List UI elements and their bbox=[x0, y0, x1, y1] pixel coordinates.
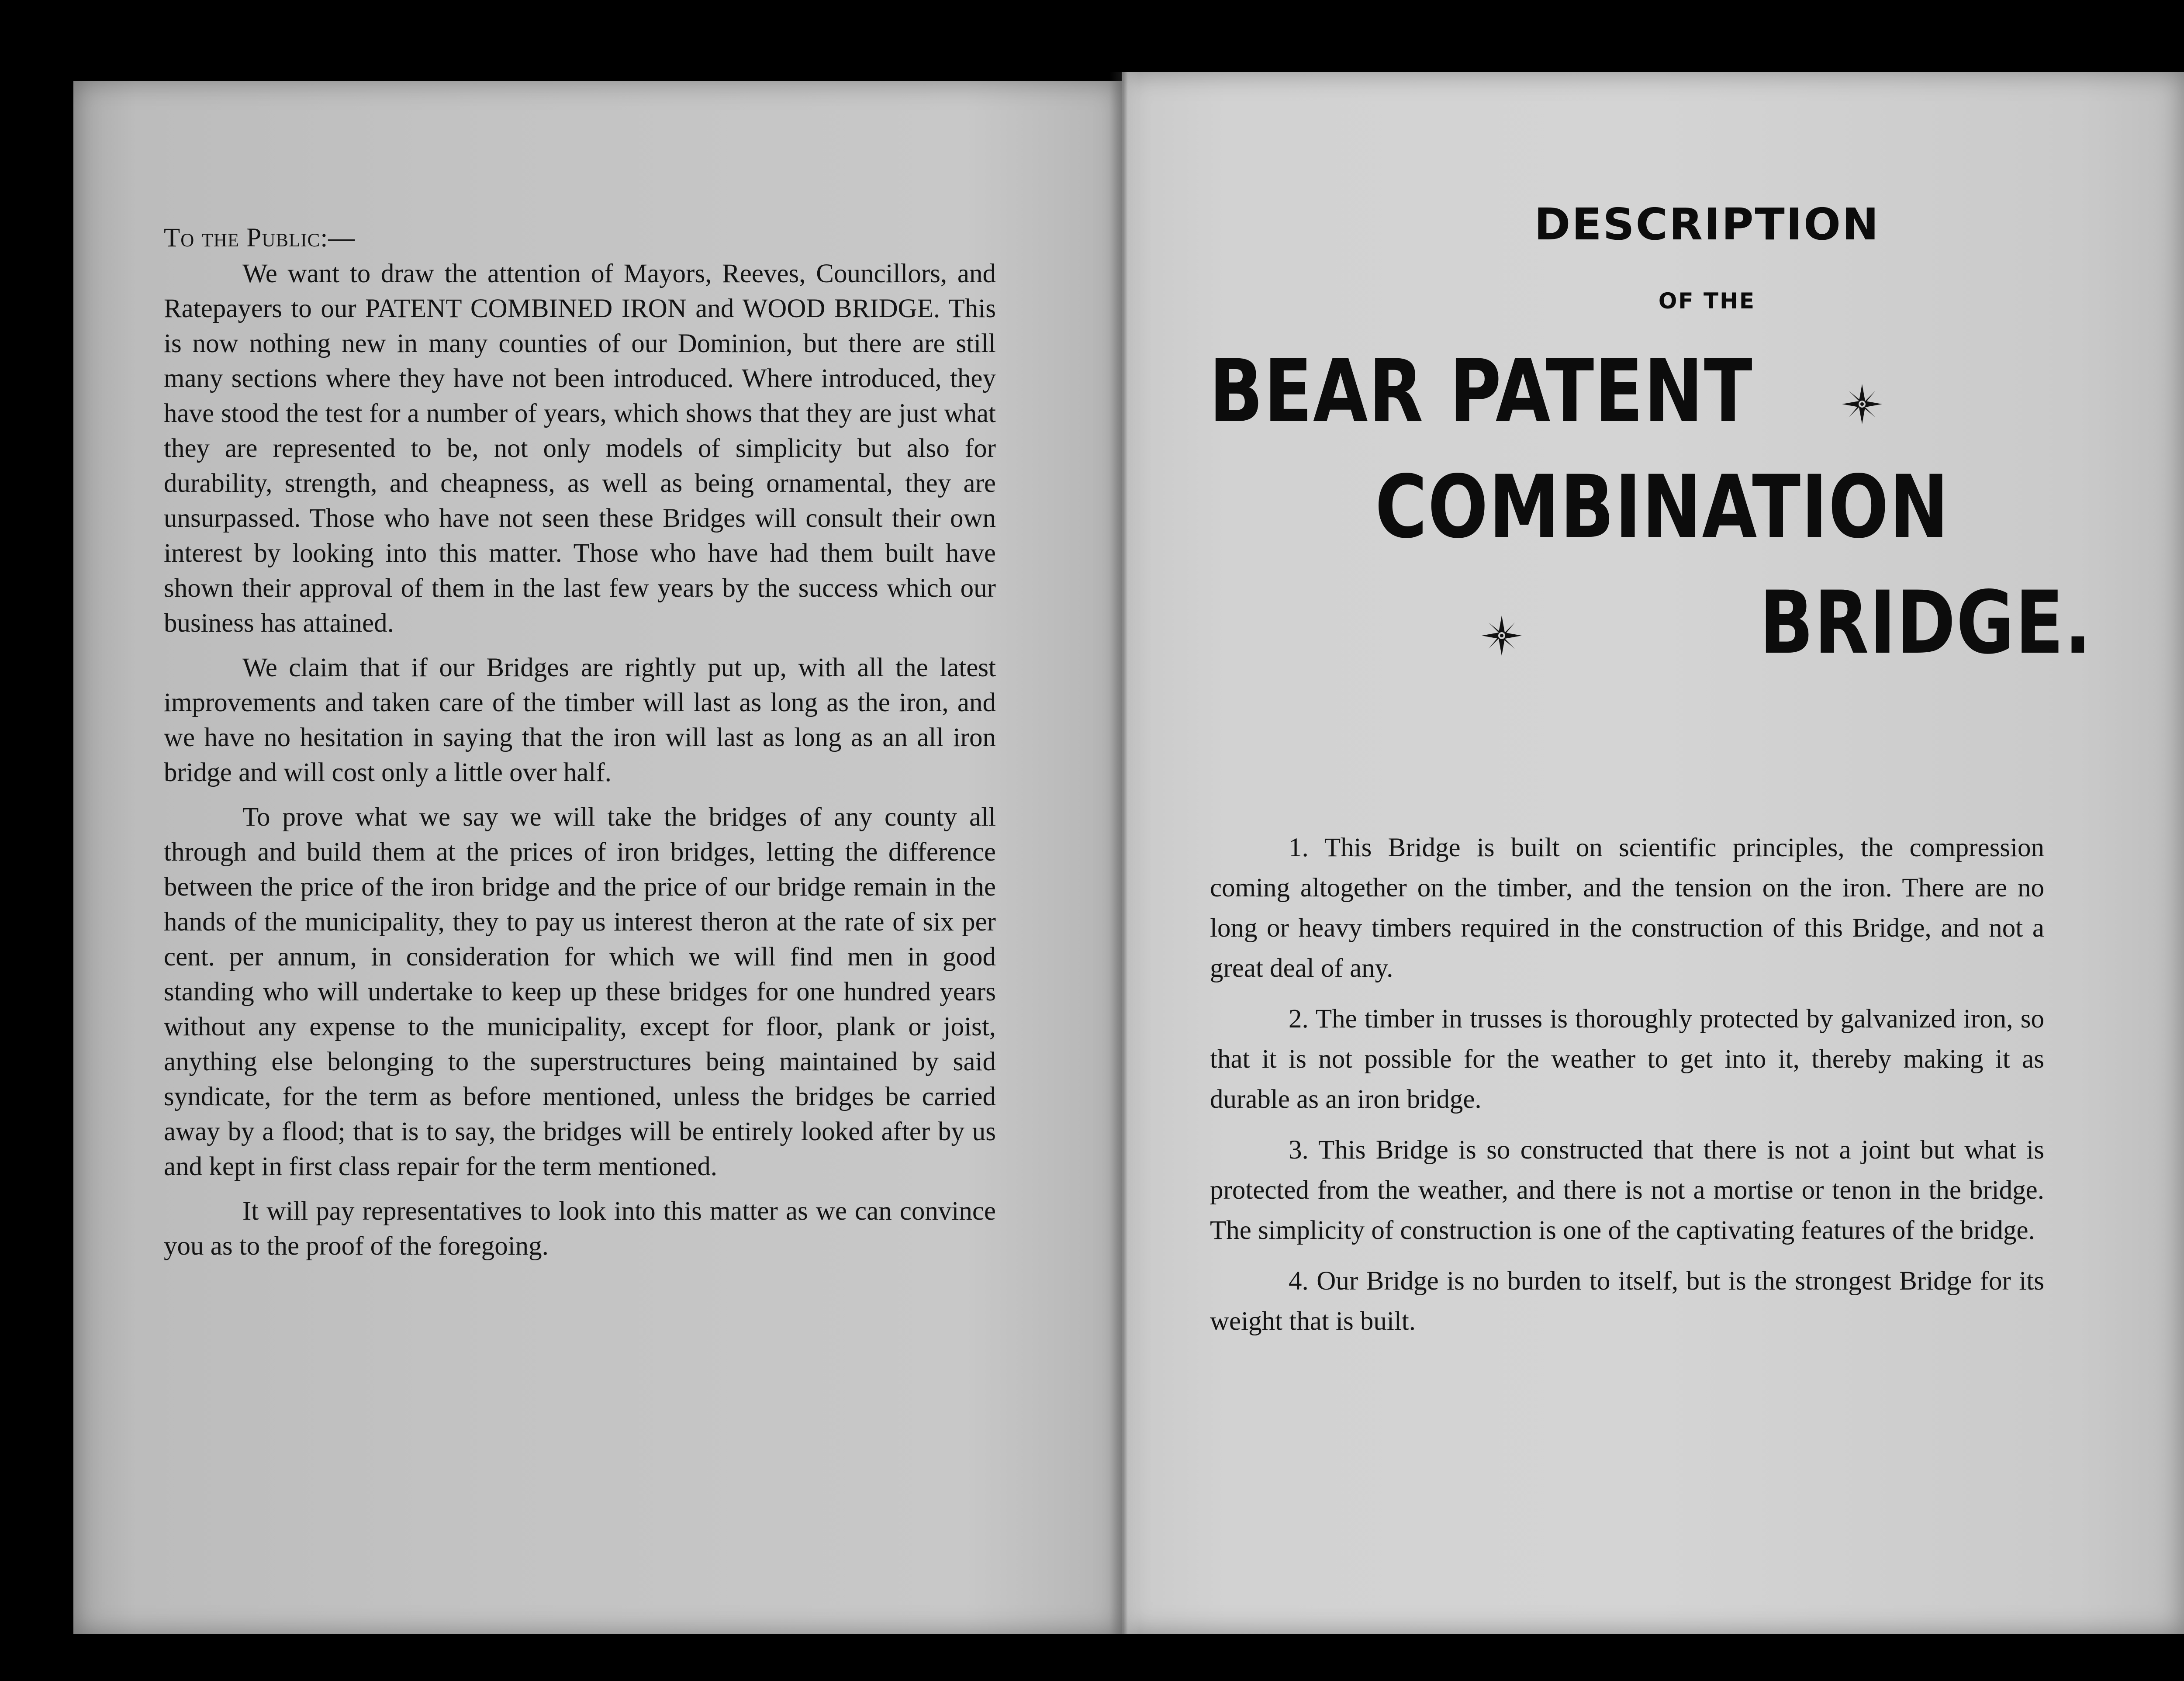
title-line-bridge: BRIDGE. bbox=[1759, 572, 2092, 673]
right-page-text bbox=[1210, 828, 2044, 1352]
title-line-combination: COMBINATION bbox=[1375, 457, 1949, 557]
list-item: 2. The timber in trusses is thoroughly protected by galvanized iron, so that it is not possible for the weather to get into it, thereby making it as durable as an iron bridge. bbox=[1210, 1004, 2044, 1114]
eight-point-star-icon bbox=[1480, 614, 1524, 657]
eight-point-star-icon bbox=[1840, 382, 1884, 426]
right-page bbox=[1122, 72, 2184, 1634]
left-page-text bbox=[164, 221, 996, 1273]
salutation: To the Public:— bbox=[164, 223, 356, 252]
paragraph-intro: We want to draw the attention of Mayors, Reeves, Councillors, and Ratepayers to our PATENT COMBINED IRON and WOOD BRIDGE. This is now nothing new in many counties of our Dominion, but there are still many sections where they have not been introduced. Where introduced, they have stood the test for a number of years, which shows that they are just what they are represented to be, not only models of simplicity but also for durability, strength, and cheapness, as well as being ornamental, they are unsurpassed. Those who have not seen these Bridges will consult their own interest by looking into this matter. Those who have had them built have shown their approval of them in the last few years by the success which our business has attained. bbox=[164, 259, 996, 638]
paragraph-claim: We claim that if our Bridges are rightly put up, with all the latest improvements and taken care of the timber will last as long as the iron, and we have no hesitation in saying that the iron will last as long as an all iron bridge and will cost only a little over half. bbox=[164, 653, 996, 787]
left-page bbox=[73, 81, 1122, 1634]
paragraph-offer: To prove what we say we will take the bridges of any county all through and build them at the prices of iron bridges, letting the difference between the price of the iron bridge and the price of our bridge remain in the hands of the municipality, they to pay us interest theron at the rate of six per cent. per annum, in consideration for which we will find men in good standing who will undertake to keep up these bridges for one hundred years without any expense to the municipality, except for floor, plank or joist, anything else belonging to the superstructures being maintained by said syndicate, for the term as before mentioned, unless the bridges be carried away by a flood; that is to say, the bridges will be entirely looked after by us and kept in first class repair for the term mentioned. bbox=[164, 802, 996, 1181]
list-item: 4. Our Bridge is no burden to itself, but is the strongest Bridge for its weight that is built. bbox=[1210, 1266, 2044, 1336]
page-gutter bbox=[1109, 72, 1140, 1634]
heading-description: DESCRIPTION bbox=[1534, 199, 1880, 250]
paragraph-closing: It will pay representatives to look into this matter as we can convince you as to the proof of the foregoing. bbox=[164, 1197, 996, 1261]
list-item: 3. This Bridge is so constructed that there is not a joint but what is protected from the weather, and there is not a mortise or tenon in the bridge. The simplicity of construction is one of the captivating features of the bridge. bbox=[1210, 1135, 2044, 1245]
title-line-bear-patent: BEAR PATENT bbox=[1209, 341, 1753, 442]
list-item: 1. This Bridge is built on scientific principles, the compression coming altogether on the timber, and the tension on the iron. There are no long or heavy timbers required in the construction of this Bridge, and not a great deal of any. bbox=[1210, 833, 2044, 983]
heading-of-the: OF THE bbox=[1658, 288, 1756, 314]
